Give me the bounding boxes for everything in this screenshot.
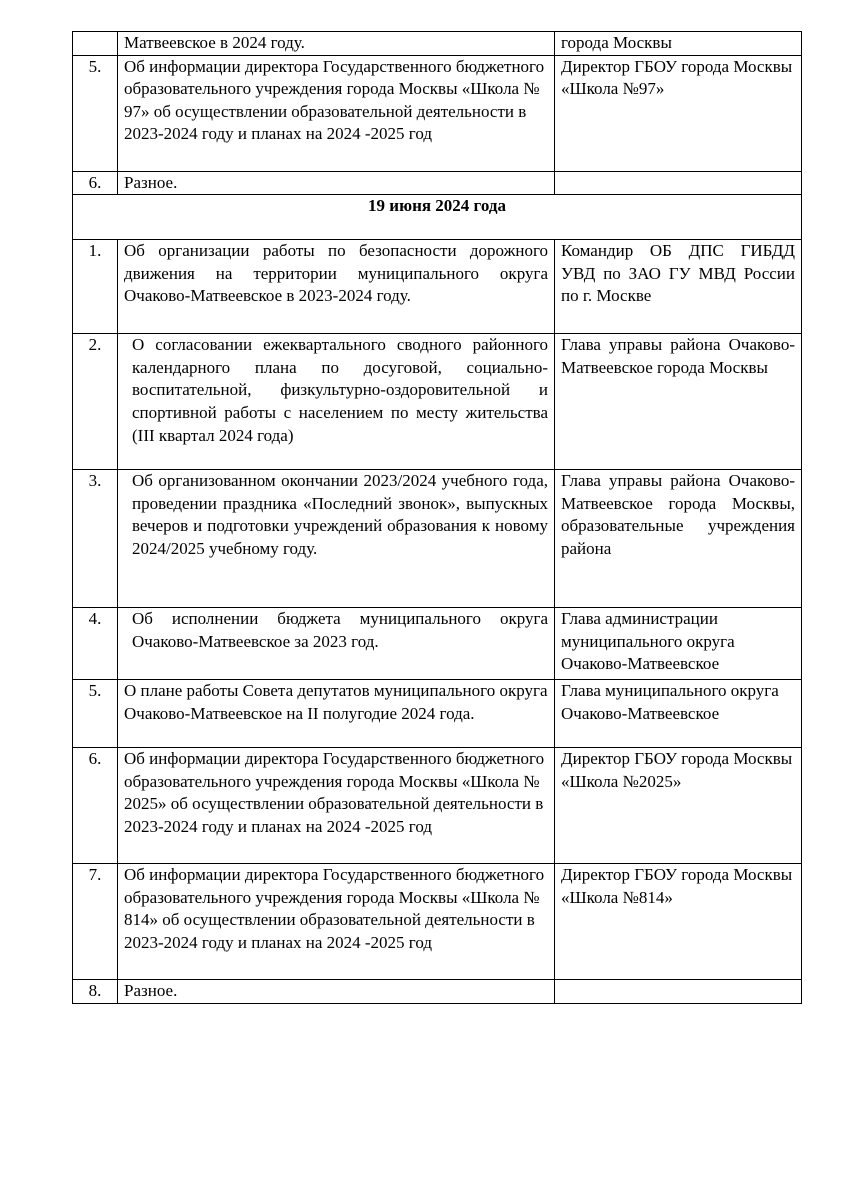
item-topic: Матвеевское в 2024 году. [118, 32, 555, 56]
item-number: 4. [73, 608, 118, 680]
item-responsible: Директор ГБОУ города Москвы «Школа №814» [555, 864, 802, 980]
item-responsible: Командир ОБ ДПС ГИБДД УВД по ЗАО ГУ МВД России по г. Москве [555, 240, 802, 334]
agenda-row [73, 240, 802, 334]
item-number: 7. [73, 864, 118, 980]
agenda-row [73, 608, 802, 680]
item-responsible: Глава администрации муниципального округа Очаково-Матвеевское [555, 608, 802, 680]
agenda-row [73, 980, 802, 1004]
item-number: 5. [73, 55, 118, 171]
date-heading: 19 июня 2024 года [73, 195, 802, 240]
agenda-date-section [73, 195, 802, 240]
agenda-row [73, 171, 802, 195]
item-responsible: Директор ГБОУ города Москвы «Школа №2025» [555, 748, 802, 864]
item-responsible: Глава управы района Очаково-Матвеевское города Москвы [555, 334, 802, 470]
item-responsible [555, 980, 802, 1004]
item-responsible [555, 171, 802, 195]
item-number: 6. [73, 748, 118, 864]
item-responsible: Глава муниципального округа Очаково-Матвеевское [555, 680, 802, 748]
item-topic: О согласовании ежеквартального сводного районного календарного плана по досуговой, социально-воспитательной, физкультурно-оздоровительной и спортивной работы с населением по месту жительства (III квартал 2024 года) [118, 334, 555, 470]
item-responsible: Глава управы района Очаково-Матвеевское города Москвы, образовательные учреждения района [555, 470, 802, 608]
agenda-section-previous [73, 32, 802, 195]
agenda-row [73, 334, 802, 470]
item-number: 5. [73, 680, 118, 748]
item-topic: Об исполнении бюджета муниципального округа Очаково-Матвеевское за 2023 год. [118, 608, 555, 680]
agenda-row [73, 55, 802, 171]
item-number: 1. [73, 240, 118, 334]
agenda-row [73, 32, 802, 56]
agenda-row [73, 470, 802, 608]
item-topic: Об организации работы по безопасности дорожного движения на территории муниципального округа Очаково-Матвеевское в 2023-2024 году. [118, 240, 555, 334]
item-number: 3. [73, 470, 118, 608]
item-topic: Разное. [118, 980, 555, 1004]
agenda-section-june-19 [73, 240, 802, 1004]
item-responsible: города Москвы [555, 32, 802, 56]
agenda-row [73, 748, 802, 864]
item-topic: Об информации директора Государственного бюджетного образовательного учреждения города Москвы «Школа № 2025» об осуществлении образовательной деятельности в 2023-2024 году и планах на 2024 -2025 год [118, 748, 555, 864]
agenda-row [73, 680, 802, 748]
agenda-table [72, 31, 802, 1004]
date-heading-row [73, 195, 802, 240]
item-number [73, 32, 118, 56]
item-number: 6. [73, 171, 118, 195]
item-topic: Об информации директора Государственного бюджетного образовательного учреждения города Москвы «Школа № 97» об осуществлении образовательной деятельности в 2023-2024 году и планах на 2024 -2025 год [118, 55, 555, 171]
item-topic: Разное. [118, 171, 555, 195]
agenda-row [73, 864, 802, 980]
item-number: 8. [73, 980, 118, 1004]
item-topic: О плане работы Совета депутатов муниципального округа Очаково-Матвеевское на II полугодие 2024 года. [118, 680, 555, 748]
item-number: 2. [73, 334, 118, 470]
item-responsible: Директор ГБОУ города Москвы «Школа №97» [555, 55, 802, 171]
item-topic: Об информации директора Государственного бюджетного образовательного учреждения города Москвы «Школа № 814» об осуществлении образовательной деятельности в 2023-2024 году и планах на 2024 -2025 год [118, 864, 555, 980]
item-topic: Об организованном окончании 2023/2024 учебного года, проведении праздника «Последний звонок», выпускных вечеров и подготовки учреждений образования к новому 2024/2025 учебному году. [118, 470, 555, 608]
